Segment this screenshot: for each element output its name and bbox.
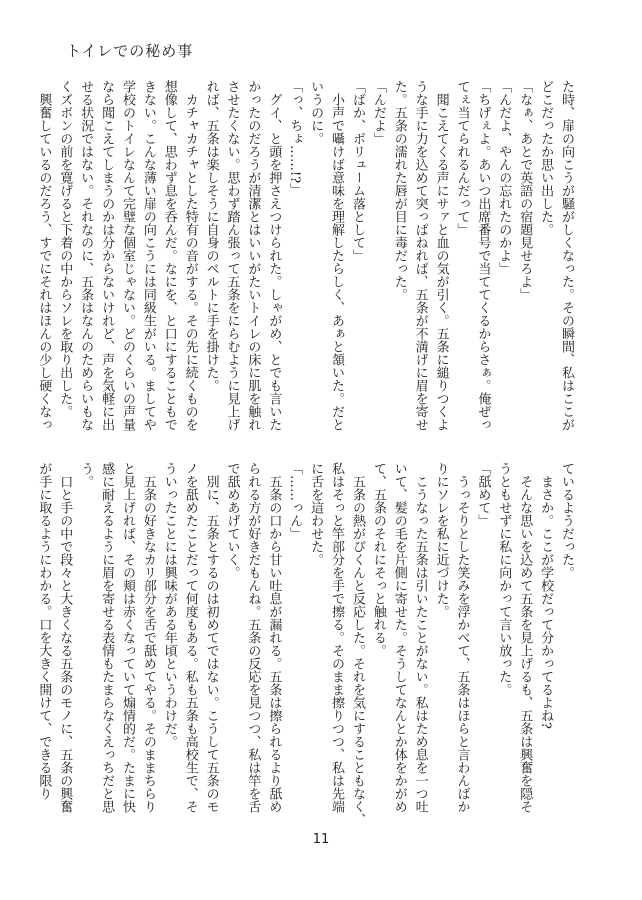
text-column: が手に取るようにわかる。口を大きく開けて、できる限り (36, 462, 52, 800)
text-column: 「なぁ、あとで英語の宿題見せろよ」 (517, 80, 533, 301)
text-column: ノを舐めたことだって何度もある。私も五条も高校生で、そ (182, 462, 198, 813)
text-column: 口と手の中で段々と大きくなる五条のモノに、五条の興奮 (57, 475, 73, 813)
text-column: こうなった五条は引いたことがない。私はため息を一つ吐 (412, 475, 428, 813)
text-column: 「っ、ちょ……!?」 (287, 80, 303, 197)
text-column: 五条の口から甘い吐息が漏れる。五条は擦られるより舐め (266, 475, 282, 813)
text-column: 「ちげぇよ。あいつ出席番号で当ててくるからさぁ。俺ぜっ (475, 80, 491, 431)
text-column: かったのだろうが清潔とはいいがたいトイレの床に肌を触れ (245, 80, 261, 431)
text-column: 「ばか、ボリューム落として」 (349, 80, 365, 262)
text-column: ういったことには興味がある年頃というわけだ。 (161, 462, 177, 748)
text-column: 「んだよ」 (370, 80, 386, 145)
text-column: に舌を這わせた。 (308, 462, 324, 566)
text-column: なら聞こえてしまうのかは分からないけれど、声を気軽に出 (99, 80, 115, 431)
text-column: 学校のトイレなんて完璧な個室じゃない。どのくらいの声量 (119, 80, 135, 431)
text-column: 別に、五条とするのは初めてではない。こうして五条のモ (203, 475, 219, 813)
text-column: 五条の好きなカリ部分を舌で舐めてやる。そのままちらり (140, 475, 156, 813)
text-column: てぇ当てられるんだって」 (454, 80, 470, 236)
text-column: いうのに。 (308, 80, 324, 145)
text-column: 「……っん」 (287, 462, 303, 540)
text-column: カチャカチャとした特有の音がする。その先に続くものを (182, 93, 198, 431)
text-column: 小声で囁けば意味を理解したらしく、あぁと頷いた。だと (329, 93, 345, 431)
text-column: 想像して、思わず息を呑んだ。なにを、と口にすることもで (161, 80, 177, 431)
running-head-title: トイレでの秘め事 (66, 42, 194, 60)
text-column: 聞こえてくる声にサァと血の気が引く。五条に縋りつくよ (433, 93, 449, 431)
text-column: られる方が好きだもんね。五条の反応を見つつ、私は竿を舌 (245, 462, 261, 813)
text-column: で舐めあげていく。 (224, 462, 240, 579)
text-column: 興奮しているのだろう、すでにそれはほんの少し硬くなっ (36, 93, 52, 431)
text-column: た。五条の濡れた唇が目に毒だった。 (391, 80, 407, 301)
text-column: グイ、と頭を押さえつけられた。しゃがめ、とでも言いた (266, 93, 282, 431)
text-column: まさか。ここが学校だって分かってるよね? (538, 475, 554, 729)
text-column: と見上げれば、その頬は赤くなっていて煽情的だ。たまに快 (119, 462, 135, 813)
text-column: くズボンの前を寛げると下着の中からソレを取り出した。 (57, 80, 73, 418)
lower-text-block (36, 462, 576, 826)
text-column: りにソレを私に近づけた。 (433, 462, 449, 618)
text-column: どこだったか思い出した。 (538, 80, 554, 236)
text-column: 「舐めて」 (475, 462, 491, 527)
text-column: うともせずに私に向かって言い放った。 (496, 462, 512, 696)
text-column: 五条の熱がぴくんと反応した。それを気にすることもなく、 (349, 475, 365, 826)
text-column: て、五条のそれにそっと触れる。 (370, 462, 386, 657)
text-column: 感に耐えるように眉を寄せる表情もたまらなくえっちだと思 (99, 462, 115, 813)
text-column: そんな思いを込めて五条を見上げるも、五条は興奮を隠そ (517, 475, 533, 813)
page-number: 11 (312, 832, 330, 847)
text-column: きない。こんな薄い扉の向こうには同級生がいる。ましてや (140, 80, 156, 431)
text-column: させたくない。思わず踏ん張って五条をにらむように見上げ (224, 80, 240, 431)
text-column: ているようだった。 (559, 462, 574, 579)
text-column: う。 (78, 462, 94, 488)
text-column: 私はそっと竿部分を手で擦る。そのまま擦りつつ、私は先端 (329, 462, 345, 813)
text-column: せる状況ではない。それなのに、五条はなんのためらいもな (78, 80, 94, 431)
text-column: れば、五条は楽しそうに自身のベルトに手を掛けた。 (203, 80, 219, 392)
text-column: うっそりとした笑みを浮かべて、五条はほらと言わんばか (454, 475, 470, 813)
upper-text-block (36, 80, 576, 431)
text-column: いて、髪の毛を片側に寄せた。そうしてなんとか体をかがめ (391, 462, 407, 813)
text-column: た時、扉の向こうが騒がしくなった。その瞬間、私はここが (559, 80, 574, 431)
text-column: 「んだよ、やんの忘れたのかよ」 (496, 80, 512, 275)
text-column: うな手に力を込めて突っぱねれば、五条が不満げに眉を寄せ (412, 80, 428, 431)
